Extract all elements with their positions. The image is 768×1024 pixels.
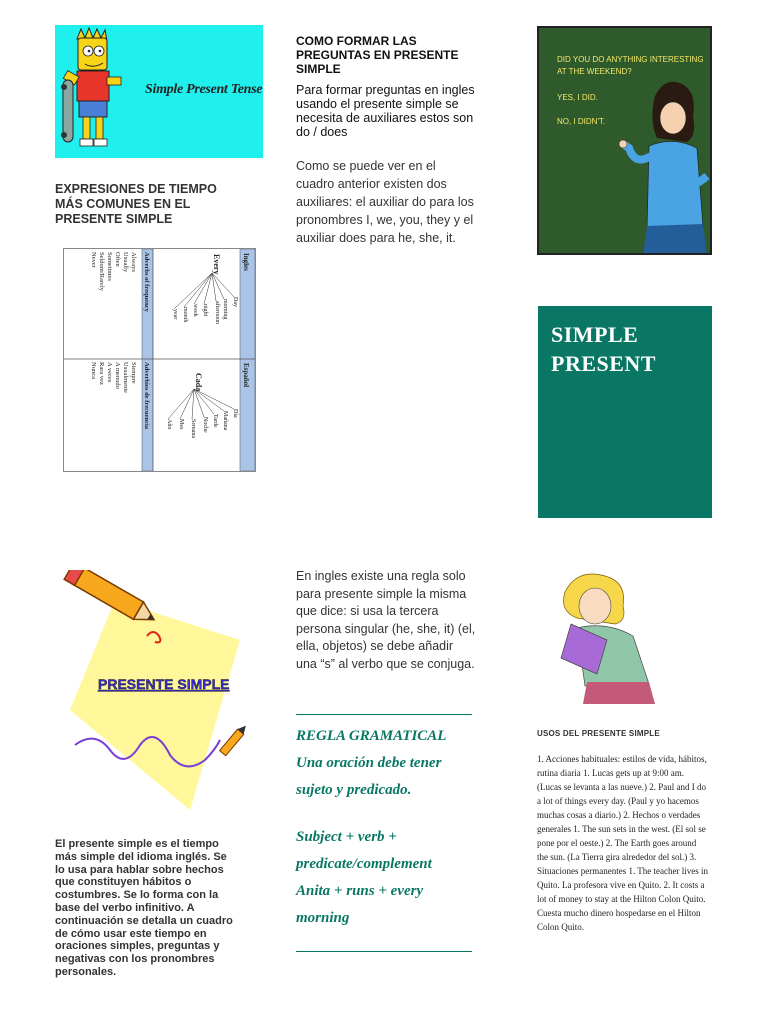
every-item: night (202, 304, 208, 317)
table-graphic (64, 249, 255, 471)
regla-gramatical-block (296, 723, 476, 932)
board-line-3: YES, I DID. (557, 93, 598, 102)
divider-bottom (296, 951, 472, 952)
cada-item: Semana (190, 419, 196, 438)
third-person-rule-text: En ingles existe una regla solo para presente simple la misma que dice: si usa la tercera persona singular (he, she, it) (el, ella, objetos) se debe añadir una “s” al verbo que se conjuga. (296, 569, 476, 671)
every-item: month (182, 307, 188, 323)
table-row-adverbs-es: Adverbios de frecuencia (143, 362, 150, 430)
freq-en-item: Never (90, 252, 97, 268)
freq-en-item: Seldom/Rarely (98, 252, 105, 291)
cada-item: Tarde (212, 414, 218, 428)
every-item: Day (232, 297, 238, 307)
expresiones-heading: EXPRESIONES DE TIEMPO MÁS COMUNES EN EL PRESENTE SIMPLE (55, 182, 217, 226)
usos-title: USOS DEL PRESENTE SIMPLE (537, 729, 660, 738)
regla-line-2: sujeto y predicado. (296, 782, 412, 798)
chalkboard-image (537, 26, 712, 255)
cover-title-line-2: PRESENT (551, 351, 656, 376)
divider-top (296, 714, 472, 715)
cover-title (551, 320, 656, 378)
table-cada-label: Cada (194, 373, 203, 392)
cover-title-line-1: SIMPLE (551, 322, 639, 347)
every-item: morning (222, 299, 228, 320)
table-every-label: Every (212, 254, 221, 275)
table-col-ingles: Ingles (242, 253, 250, 271)
questions-body-2: Como se puede ver en el cuadro anterior existen dos auxiliares: el auxiliar do para los pronombres I, we, you, they y el auxiliar does para he, she, it. (296, 159, 474, 245)
every-item: afternoon (214, 301, 220, 324)
freq-es-item: Siempre (130, 362, 137, 384)
presente-simple-description: El presente simple es el tiempo más simple del idioma inglés. Se lo usa para hablar sobre hechos que constituyen hábitos o costumbres. Se lo forma con la base del verbo infinitivo. A continuación se detalla un cuadro de cómo usar este tiempo en oraciones simples, preguntas y negativas con los pronombres personales. (55, 838, 233, 978)
questions-title: COMO FORMAR LAS PREGUNTAS EN PRESENTE SIMPLE (296, 34, 459, 76)
table-row-adverbs-en: Adverbs of frequency (143, 252, 150, 312)
freq-es-item: A veces (106, 362, 113, 383)
every-item: week (192, 304, 198, 317)
kite-label: PRESENTE SIMPLE (98, 676, 230, 692)
table-col-espanol: Español (242, 363, 250, 388)
freq-en-item: Always (130, 252, 137, 272)
freq-es-item: Nunca (90, 362, 97, 379)
cada-item: Mañana (222, 411, 228, 431)
freq-en-item: Sometimes (106, 252, 113, 281)
regla-line-6: morning (296, 910, 350, 926)
cada-item: Mes (178, 419, 184, 430)
every-item: year (172, 309, 178, 320)
girl-reading-image (537, 566, 687, 706)
regla-title: REGLA GRAMATICAL (296, 728, 447, 744)
regla-line-3: Subject + verb + (296, 829, 397, 845)
freq-en-item: Usually (122, 252, 129, 273)
cada-item: Noche (202, 417, 208, 433)
board-line-4: NO, I DIDN'T. (557, 117, 606, 126)
questions-body-1: Para formar preguntas en ingles usando el presente simple se necesita de auxiliares estos son do / does (296, 83, 475, 139)
freq-es-item: Usualmente (122, 362, 129, 394)
bart-skateboard-illustration (55, 25, 145, 158)
usos-body: 1. Acciones habituales: estilos de vida, hábitos, rutina diaria 1. Lucas gets up at 9:00 am. (Lucas se levanta a las nueve.) 2. Paul and I do a lot of things every day. (Paul y yo hacemos muchas cosas a diario.) 2. Hechos o verdades generales 1. The sun sets in the west. (El sol se pone por el oeste.) 2. The Earth goes around the sun. (La Tierra gira alrededor del sol.) 3. Situaciones permanentes 1. The teacher lives in Quito. La profesora vive en Quito. 2. It costs a lot of money to stay at the Hilton Colon Quito. Cuesta mucho dinero hospedarse en el Hilton Colon Quito. (537, 754, 709, 932)
regla-line-5: Anita + runs + every (296, 883, 424, 899)
teacher-illustration (537, 26, 712, 255)
freq-es-item: A menudo (114, 362, 121, 389)
presente-simple-kite-image (55, 570, 265, 820)
bart-panel-title: Simple Present Tense (145, 82, 263, 97)
cada-item: Año (166, 419, 172, 430)
freq-es-item: Rara vez (98, 362, 105, 385)
board-line-2: AT THE WEEKEND? (557, 67, 632, 76)
time-expressions-table (63, 248, 256, 472)
freq-en-item: Often (114, 252, 121, 267)
cada-item: Día (232, 409, 238, 418)
regla-line-4: predicate/complement (296, 856, 432, 872)
board-line-1: DID YOU DO ANYTHING INTERESTING (557, 55, 704, 64)
regla-line-1: Una oración debe tener (296, 755, 442, 771)
